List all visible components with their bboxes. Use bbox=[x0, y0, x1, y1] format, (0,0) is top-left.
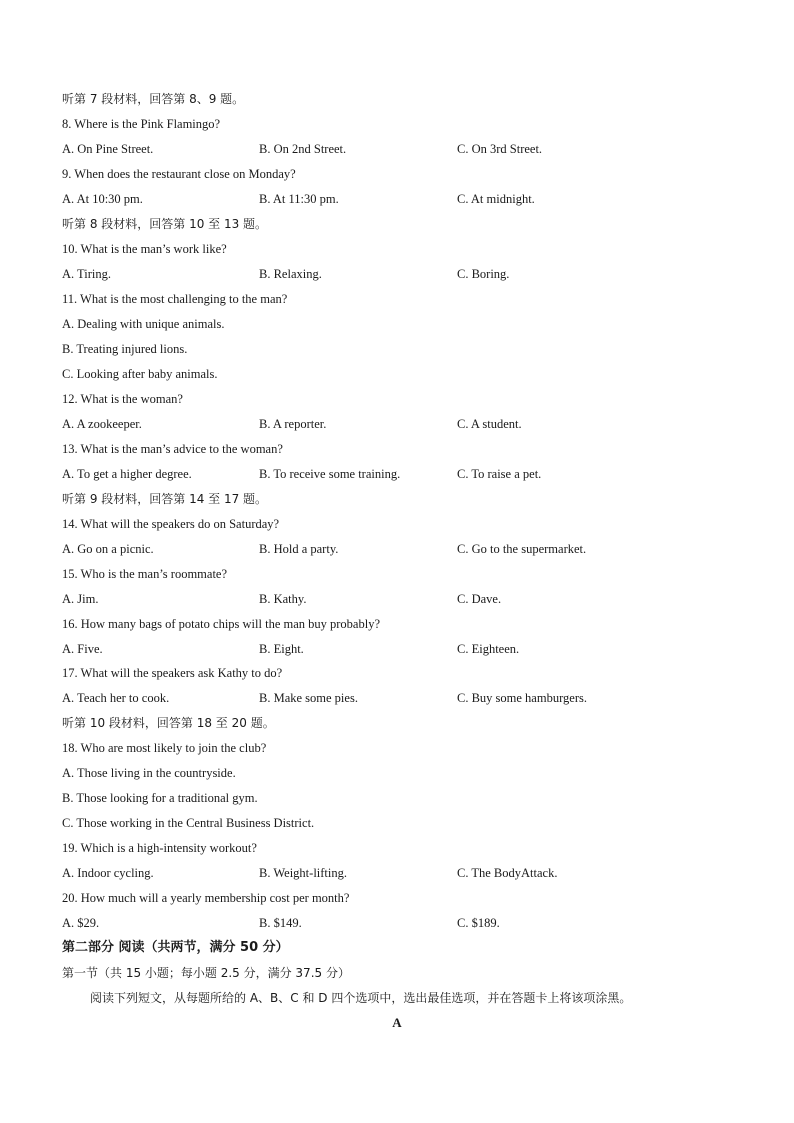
option-c: C. On 3rd Street. bbox=[457, 142, 543, 156]
option-11-a: A. Dealing with unique animals. bbox=[62, 317, 225, 331]
options-8 bbox=[62, 141, 762, 157]
option-a: A. Jim. bbox=[62, 592, 99, 606]
question-9: 9. When does the restaurant close on Monday? bbox=[62, 167, 296, 181]
instruction-section-10: 听第 10 段材料，回答第 18 至 20 题。 bbox=[62, 716, 275, 730]
options-9 bbox=[62, 191, 762, 207]
question-14: 14. What will the speakers do on Saturday? bbox=[62, 517, 280, 531]
part-heading: 第二部分 阅读（共两节，满分 50 分） bbox=[62, 940, 289, 955]
reading-instruction: 阅读下列短文，从每题所给的 A、B、C 和 D 四个选项中，选出最佳选项，并在答题卡上将该项涂黑。 bbox=[90, 991, 632, 1005]
option-a: A. Indoor cycling. bbox=[62, 866, 154, 880]
option-b: B. Kathy. bbox=[259, 592, 307, 606]
option-a: A. $29. bbox=[62, 916, 100, 930]
option-18-a: A. Those living in the countryside. bbox=[62, 766, 236, 780]
question-11: 11. What is the most challenging to the man? bbox=[62, 292, 288, 306]
question-19: 19. Which is a high-intensity workout? bbox=[62, 841, 257, 855]
options-13 bbox=[62, 466, 762, 482]
question-18: 18. Who are most likely to join the club? bbox=[62, 741, 267, 755]
option-c: C. At midnight. bbox=[457, 192, 535, 206]
options-20 bbox=[62, 915, 762, 931]
option-18-c: C. Those working in the Central Business District. bbox=[62, 816, 315, 830]
passage-label: A bbox=[392, 1015, 402, 1030]
option-a: A. To get a higher degree. bbox=[62, 467, 192, 481]
option-b: B. On 2nd Street. bbox=[259, 142, 347, 156]
question-12: 12. What is the woman? bbox=[62, 392, 183, 406]
option-c: C. Boring. bbox=[457, 267, 510, 281]
option-b: B. A reporter. bbox=[259, 417, 327, 431]
question-16: 16. How many bags of potato chips will the man buy probably? bbox=[62, 617, 380, 631]
options-17 bbox=[62, 690, 762, 706]
option-c: C. Buy some hamburgers. bbox=[457, 691, 587, 705]
options-10 bbox=[62, 266, 762, 282]
options-16 bbox=[62, 641, 762, 657]
option-b: B. Hold a party. bbox=[259, 542, 339, 556]
option-a: A. On Pine Street. bbox=[62, 142, 154, 156]
option-a: A. Teach her to cook. bbox=[62, 691, 170, 705]
option-18-b: B. Those looking for a traditional gym. bbox=[62, 791, 258, 805]
instruction-section-7: 听第 7 段材料，回答第 8、9 题。 bbox=[62, 92, 245, 106]
option-c: C. $189. bbox=[457, 916, 500, 930]
question-17: 17. What will the speakers ask Kathy to do? bbox=[62, 666, 283, 680]
option-c: C. To raise a pet. bbox=[457, 467, 542, 481]
question-15: 15. Who is the man’s roommate? bbox=[62, 567, 228, 581]
options-12 bbox=[62, 416, 762, 432]
option-c: C. The BodyAttack. bbox=[457, 866, 558, 880]
options-15 bbox=[62, 591, 762, 607]
options-19 bbox=[62, 865, 762, 881]
option-a: A. Go on a picnic. bbox=[62, 542, 154, 556]
option-a: A. Tiring. bbox=[62, 267, 111, 281]
option-b: B. At 11:30 pm. bbox=[259, 192, 339, 206]
instruction-section-8: 听第 8 段材料，回答第 10 至 13 题。 bbox=[62, 217, 268, 231]
option-b: B. Make some pies. bbox=[259, 691, 358, 705]
option-a: A. At 10:30 pm. bbox=[62, 192, 143, 206]
option-11-b: B. Treating injured lions. bbox=[62, 342, 188, 356]
question-10: 10. What is the man’s work like? bbox=[62, 242, 227, 256]
option-b: B. $149. bbox=[259, 916, 302, 930]
option-c: C. Go to the supermarket. bbox=[457, 542, 587, 556]
option-c: C. A student. bbox=[457, 417, 522, 431]
option-a: A. Five. bbox=[62, 642, 103, 656]
question-13: 13. What is the man’s advice to the woman? bbox=[62, 442, 283, 456]
option-b: B. To receive some training. bbox=[259, 467, 401, 481]
options-14 bbox=[62, 541, 762, 557]
option-b: B. Eight. bbox=[259, 642, 304, 656]
option-b: B. Weight-lifting. bbox=[259, 866, 347, 880]
option-a: A. A zookeeper. bbox=[62, 417, 142, 431]
option-c: C. Dave. bbox=[457, 592, 502, 606]
question-20: 20. How much will a yearly membership cost per month? bbox=[62, 891, 350, 905]
section-heading: 第一节（共 15 小题；每小题 2.5 分，满分 37.5 分） bbox=[62, 966, 350, 980]
option-11-c: C. Looking after baby animals. bbox=[62, 367, 218, 381]
option-b: B. Relaxing. bbox=[259, 267, 322, 281]
question-8: 8. Where is the Pink Flamingo? bbox=[62, 117, 221, 131]
instruction-section-9: 听第 9 段材料，回答第 14 至 17 题。 bbox=[62, 492, 268, 506]
option-c: C. Eighteen. bbox=[457, 642, 520, 656]
